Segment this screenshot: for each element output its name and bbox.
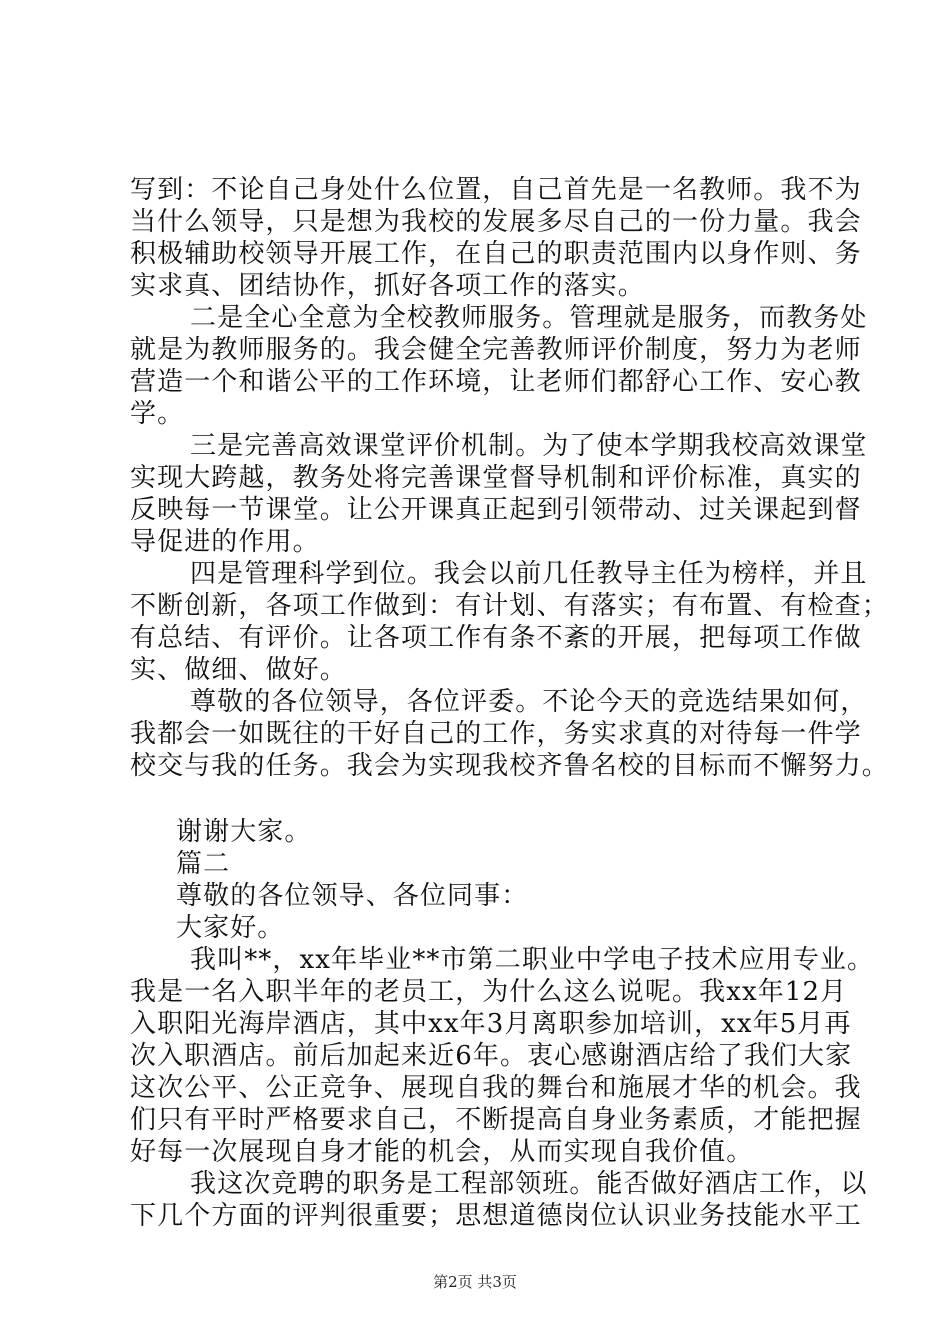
document-body bbox=[130, 174, 889, 1232]
text-line: 营造一个和谐公平的工作环境，让老师们都舒心工作、安心教 bbox=[130, 367, 862, 397]
text-line: 反映每一节课堂。让公开课真正起到引领带动、过关课起到督 bbox=[130, 495, 862, 525]
text-line: 入职阳光海岸酒店，其中xx年3月离职参加培训，xx年5月再 bbox=[130, 1009, 852, 1039]
salutation: 尊敬的各位领导、各位同事： bbox=[176, 881, 529, 911]
paragraph-start: 我这次竞聘的职务是工程部领班。能否做好酒店工作，以 bbox=[190, 1169, 868, 1199]
text-line: 实、做细、做好。 bbox=[130, 655, 347, 685]
paragraph-start: 四是管理科学到位。我会以前几任教导主任为榜样，并且 bbox=[190, 559, 868, 589]
text-line: 有总结、有评价。让各项工作有条不紊的开展，把每项工作做 bbox=[130, 623, 862, 653]
text-line: 下几个方面的评判很重要；思想道德岗位认识业务技能水平工 bbox=[130, 1201, 862, 1231]
page-number-footer: 第2页 共3页 bbox=[433, 1273, 517, 1291]
text-line: 实现大跨越，教务处将完善课堂督导机制和评价标准，真实的 bbox=[130, 463, 862, 493]
text-line: 积极辅助校领导开展工作，在自己的职责范围内以身作则、务 bbox=[130, 239, 862, 269]
section-heading: 篇二 bbox=[176, 849, 231, 879]
text-line: 就是为教师服务的。我会健全完善教师评价制度，努力为老师 bbox=[130, 335, 862, 365]
paragraph-start: 尊敬的各位领导，各位评委。不论今天的竞选结果如何， bbox=[190, 687, 868, 717]
paragraph-start: 二是全心全意为全校教师服务。管理就是服务，而教务处 bbox=[190, 303, 868, 333]
text-line: 导促进的作用。 bbox=[130, 527, 320, 557]
text-line: 校交与我的任务。我会为实现我校齐鲁名校的目标而不懈努力。 bbox=[130, 751, 889, 781]
text-line: 我都会一如既往的干好自己的工作，务实求真的对待每一件学 bbox=[130, 719, 862, 749]
text-line: 实求真、团结协作，抓好各项工作的落实。 bbox=[130, 271, 645, 301]
text-line: 当什么领导，只是想为我校的发展多尽自己的一份力量。我会 bbox=[130, 207, 862, 237]
text-line: 好每一次展现自身才能的机会，从而实现自我价值。 bbox=[130, 1137, 754, 1167]
greeting: 大家好。 bbox=[176, 913, 285, 943]
text-line: 我是一名入职半年的老员工，为什么这么说呢。我xx年12月 bbox=[130, 977, 848, 1007]
text-line: 写到：不论自己身处什么位置，自己首先是一名教师。我不为 bbox=[130, 175, 862, 205]
text-line: 们只有平时严格要求自己，不断提高自身业务素质，才能把握 bbox=[130, 1105, 862, 1135]
closing-thanks: 谢谢大家。 bbox=[176, 817, 312, 847]
text-line: 这次公平、公正竞争、展现自我的舞台和施展才华的机会。我 bbox=[130, 1073, 862, 1103]
text-line: 次入职酒店。前后加起来近6年。衷心感谢酒店给了我们大家 bbox=[130, 1041, 853, 1071]
text-line: 不断创新，各项工作做到：有计划、有落实；有布置、有检查； bbox=[130, 591, 889, 621]
blank-line bbox=[130, 782, 830, 816]
text-line: 学。 bbox=[130, 399, 185, 429]
paragraph-start: 三是完善高效课堂评价机制。为了使本学期我校高效课堂 bbox=[190, 431, 868, 461]
paragraph-start: 我叫**，xx年毕业**市第二职业中学电子技术应用专业。 bbox=[190, 945, 875, 975]
